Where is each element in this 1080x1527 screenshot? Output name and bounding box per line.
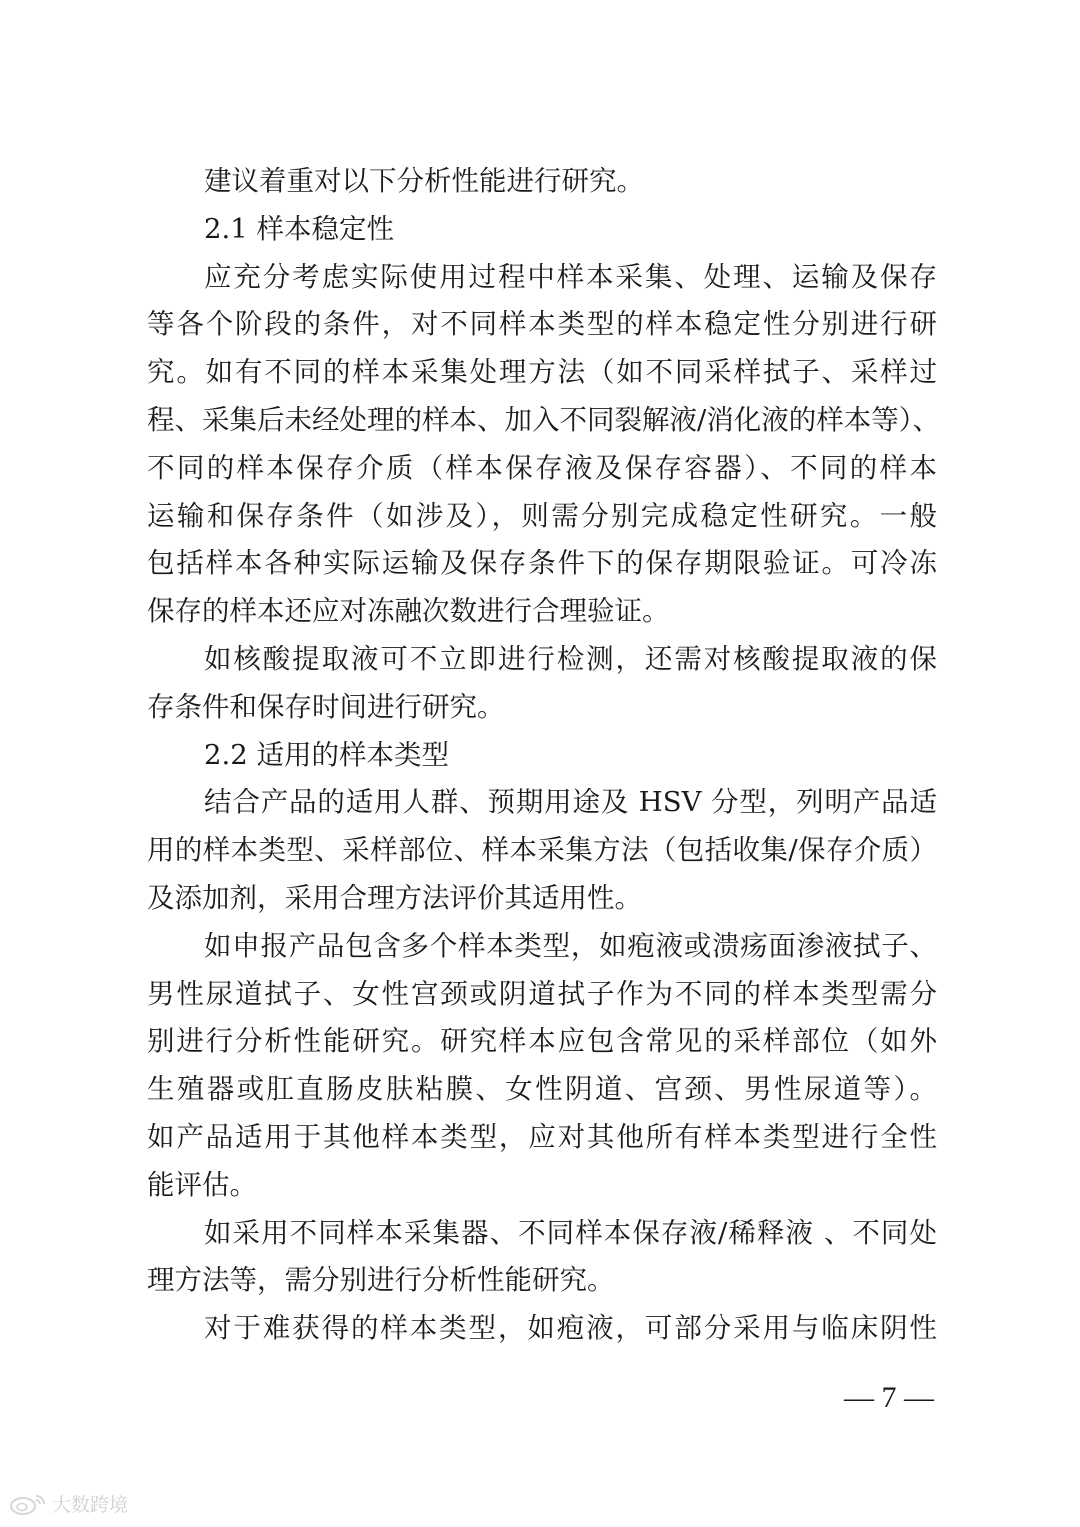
page-number: — 7 — xyxy=(844,1381,934,1414)
weibo-logo-icon xyxy=(8,1491,48,1517)
text-line: 保存的样本还应对冻融次数进行合理验证。 xyxy=(147,595,670,628)
text-line: 究。如有不同的样本采集处理方法（如不同采样拭子、采样过 xyxy=(147,356,937,389)
text-line: 能评估。 xyxy=(147,1168,257,1201)
text-line: 别进行分析性能研究。研究样本应包含常见的采样部位（如外 xyxy=(147,1025,937,1058)
text-line: 用的样本类型、采样部位、样本采集方法（包括收集/保存介质） xyxy=(147,834,937,867)
text-line: 如申报产品包含多个样本类型，如疱液或溃疡面渗液拭子、 xyxy=(204,929,937,962)
text-line: 及添加剂，采用合理方法评价其适用性。 xyxy=(147,881,642,914)
text-line: 生殖器或肛直肠皮肤粘膜、女性阴道、宫颈、男性尿道等）。 xyxy=(147,1073,937,1106)
text-line: 等各个阶段的条件，对不同样本类型的样本稳定性分别进行研 xyxy=(147,308,937,341)
text-line: 程、采集后未经处理的样本、加入不同裂解液/消化液的样本等）、 xyxy=(147,403,941,436)
text-line: 结合产品的适用人群、预期用途及 HSV 分型，列明产品适 xyxy=(204,786,937,819)
text-line: 如采用不同样本采集器、不同样本保存液/稀释液 、不同处 xyxy=(204,1216,937,1249)
text-line: 包括样本各种实际运输及保存条件下的保存期限验证。可冷冻 xyxy=(147,547,937,580)
text-line: 2.2 适用的样本类型 xyxy=(204,738,449,771)
text-line: 如核酸提取液可不立即进行检测，还需对核酸提取液的保 xyxy=(204,642,937,675)
watermark-text: 大数跨境 xyxy=(52,1494,129,1516)
text-line: 不同的样本保存介质（样本保存液及保存容器）、不同的样本 xyxy=(147,451,937,484)
text-line: 男性尿道拭子、女性宫颈或阴道拭子作为不同的样本类型需分 xyxy=(147,977,937,1010)
text-line: 运输和保存条件（如涉及），则需分别完成稳定性研究。一般 xyxy=(147,499,937,532)
text-line: 应充分考虑实际使用过程中样本采集、处理、运输及保存 xyxy=(204,260,937,293)
document-body xyxy=(147,158,941,1353)
text-line: 如产品适用于其他样本类型，应对其他所有样本类型进行全性 xyxy=(147,1120,937,1153)
watermark xyxy=(8,1490,128,1517)
text-line: 对于难获得的样本类型，如疱液，可部分采用与临床阴性 xyxy=(204,1312,937,1345)
text-line: 理方法等，需分别进行分析性能研究。 xyxy=(147,1264,615,1297)
text-line: 存条件和保存时间进行研究。 xyxy=(147,690,505,723)
text-line: 建议着重对以下分析性能进行研究。 xyxy=(204,165,644,197)
text-line: 2.1 样本稳定性 xyxy=(204,212,394,245)
